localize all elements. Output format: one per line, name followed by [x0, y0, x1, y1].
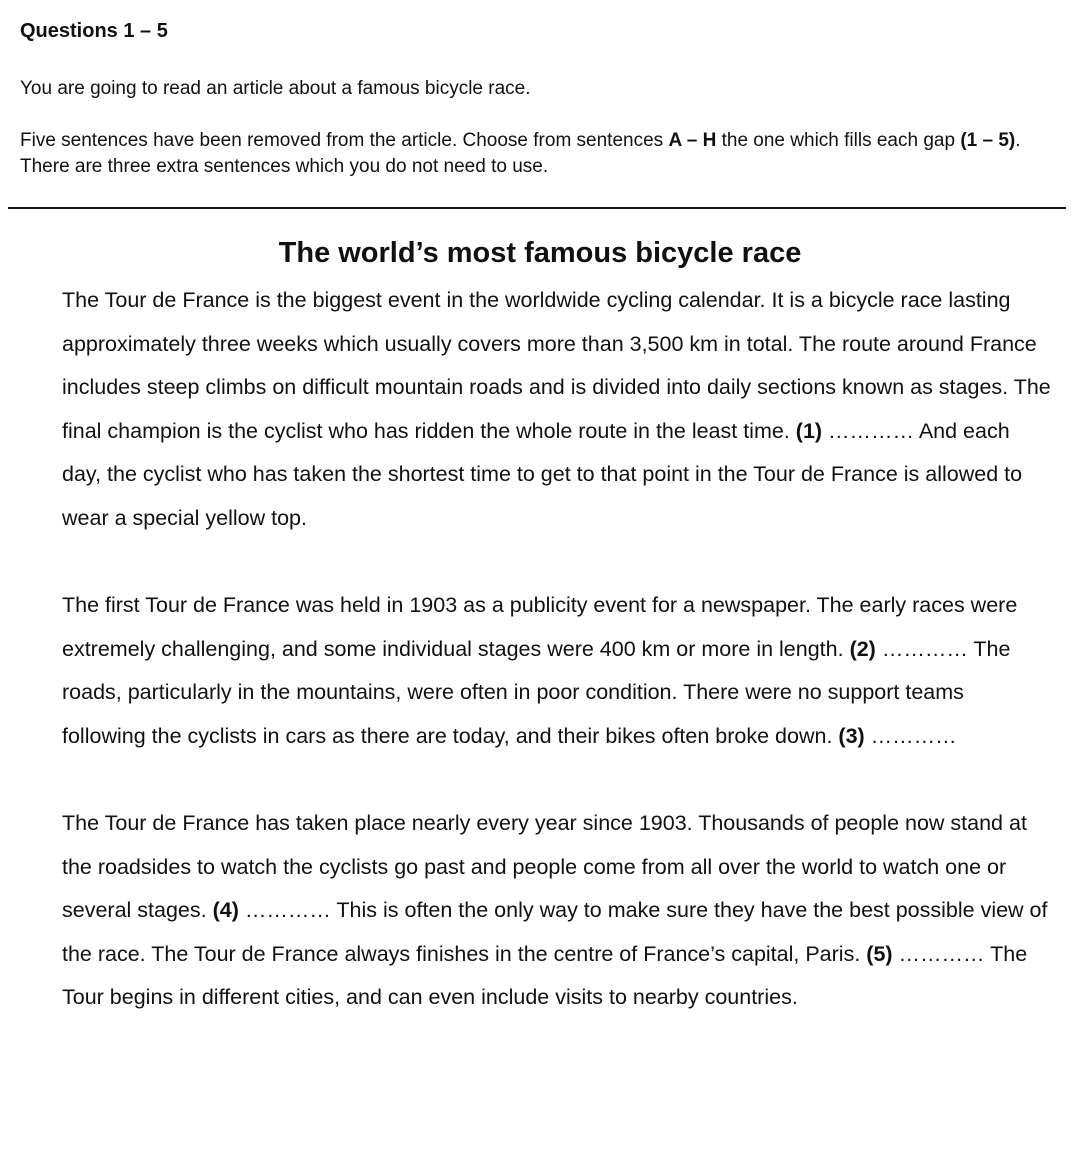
- instructions-part1: Five sentences have been removed from the article. Choose from sentences: [20, 130, 669, 151]
- intro-text: You are going to read an article about a famous bicycle race.: [20, 78, 531, 99]
- paragraph-text: The first Tour de France was held in 1903 as a publicity event for a newspaper. The early races were extremely challenging, and some individual stages were 400 km or more in length.: [62, 593, 1018, 661]
- paragraph-text: And each day, the cyclist who has taken the shortest time to get to that point in the Tour de France is allowed to wear a special yellow top.: [62, 418, 1023, 530]
- paragraph-text: The Tour begins in different cities, and can even include visits to nearby countries.: [62, 941, 1028, 1009]
- article-body: [62, 279, 1052, 1020]
- gap-number-5: (5): [866, 941, 893, 966]
- gap-number-1: (1): [795, 418, 823, 443]
- paragraph-text: The Tour de France has taken place nearly every year since 1903. Thousands of people now stand at the roadsides to watch the cyclists go past and people come from all over the world to watch one or several stages.: [62, 811, 1027, 922]
- paragraph-text: This is often the only way to make sure they have the best possible view of the race. The Tour de France always finishes in the centre of France’s capital, Paris.: [62, 898, 1048, 966]
- paragraph-text: The roads, particularly in the mountains, were often in poor condition. There were no support teams following the cyclists in cars as there are today, and their bikes often broke down.: [62, 636, 1011, 748]
- article-paragraph-1: [62, 279, 1052, 540]
- article-paragraph-2: [62, 584, 1052, 758]
- instructions-part2: the one which fills each gap: [716, 130, 961, 151]
- instructions-text: [20, 128, 1060, 180]
- questions-heading: Questions 1 – 5: [20, 20, 168, 42]
- instructions-gaps: (1 – 5): [960, 130, 1016, 151]
- instructions-range: A – H: [668, 130, 717, 151]
- gap-number-4: (4): [212, 898, 239, 922]
- gap-blank-3: …………: [870, 723, 957, 748]
- gap-blank-2: …………: [881, 636, 968, 661]
- gap-blank-4: …………: [244, 898, 331, 922]
- paragraph-text: The Tour de France is the biggest event in the worldwide cycling calendar. It is a bicycle race lasting approximately three weeks which usually covers more than 3,500 km in total. The route around France includes steep climbs on difficult mountain roads and is divided into daily sections known as stages. The final champion is the cyclist who has ridden the whole route in the least time.: [62, 288, 1051, 443]
- instructions-part3: . There are three extra sentences which you do not need to use.: [20, 130, 1021, 177]
- gap-number-2: (2): [849, 636, 876, 661]
- gap-number-3: (3): [838, 723, 865, 748]
- divider-line: [8, 207, 1066, 209]
- article-title: The world’s most famous bicycle race: [278, 237, 802, 269]
- article-paragraph-3: [62, 802, 1052, 1020]
- gap-blank-5: …………: [898, 941, 985, 966]
- gap-blank-1: …………: [828, 418, 915, 443]
